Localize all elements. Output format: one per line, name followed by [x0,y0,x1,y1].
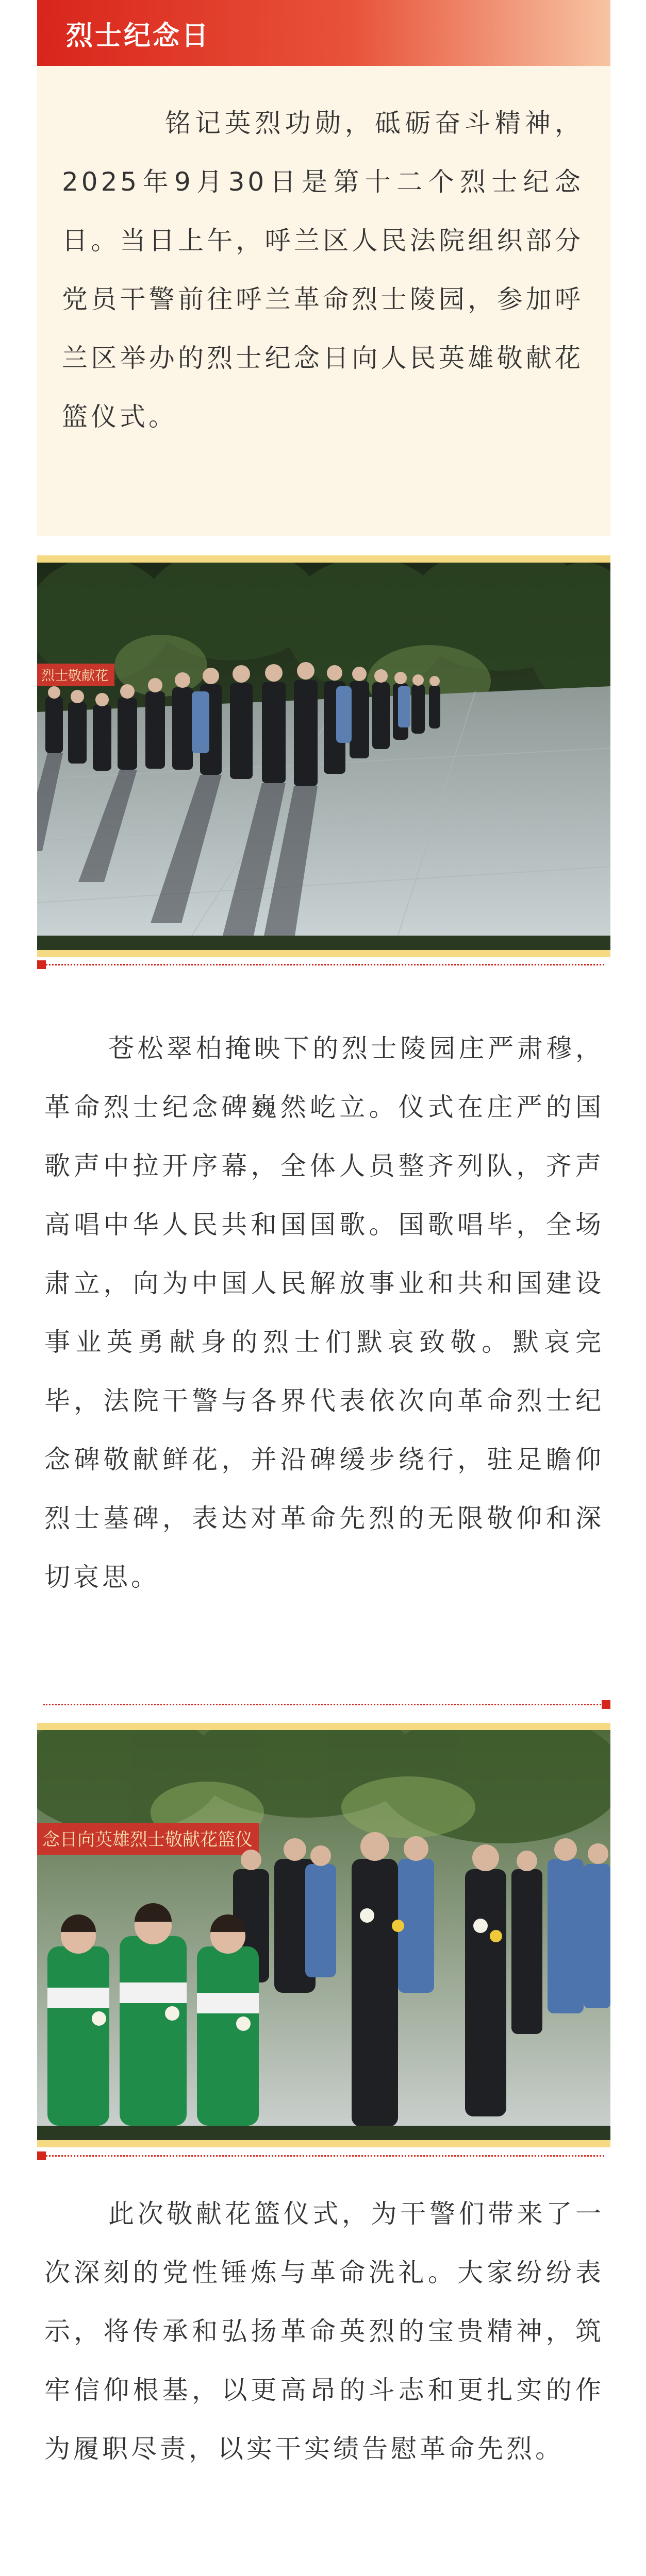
intro-paragraph: 铭记英烈功勋，砥砺奋斗精神，2025年9月30日是第十二个烈士纪念日。当日上午，呼兰区人民法院组织部分党员干警前往呼兰革命烈士陵园，参加呼兰区举办的烈士纪念日向人民英雄敬献花篮仪式。 [62,108,584,432]
divider-line [43,2155,604,2157]
ceremony-photo-2-image [37,1730,610,2126]
divider-line [43,964,604,965]
dotted-divider-2 [37,1699,610,1709]
body-paragraph-1: 苍松翠柏掩映下的烈士陵园庄严肃穆，革命烈士纪念碑巍然屹立。仪式在庄严的国歌声中拉开序幕，全体人员整齐列队，齐声高唱中华人民共和国国歌。国歌唱毕，全场肃立，向为中国人民解放事业和共和国建设事业英勇献身的烈士们默哀致敬。默哀完毕，法院干警与各界代表依次向革命烈士纪念碑敬献鲜花，并沿碑缓步绕行，驻足瞻仰烈士墓碑，表达对革命先烈的无限敬仰和深切哀思。 [44,1033,604,1592]
section-header-banner [37,0,610,66]
photo1-banner-text: 烈士敬献花 [41,668,109,684]
body-paragraph-2: 此次敬献花篮仪式，为干警们带来了一次深刻的党性锤炼与革命洗礼。大家纷纷表示，将传承和弘扬革命英烈的宝贵精神，筑牢信仰根基，以更高昂的斗志和更扎实的作为履职尽责，以实干实绩告慰革命先烈。 [44,2199,604,2464]
dotted-divider-1 [37,959,610,970]
ceremony-photo-2 [37,1723,610,2147]
divider-line [43,1704,604,1705]
ceremony-photo-1 [37,555,610,957]
dotted-divider-3 [37,2150,610,2161]
section-title: 烈士纪念日 [66,20,211,52]
photo2-banner-text: 念日向英雄烈士敬献花篮仪 [42,1829,253,1850]
intro-box [37,66,610,536]
ceremony-photo-1-image [37,563,610,936]
